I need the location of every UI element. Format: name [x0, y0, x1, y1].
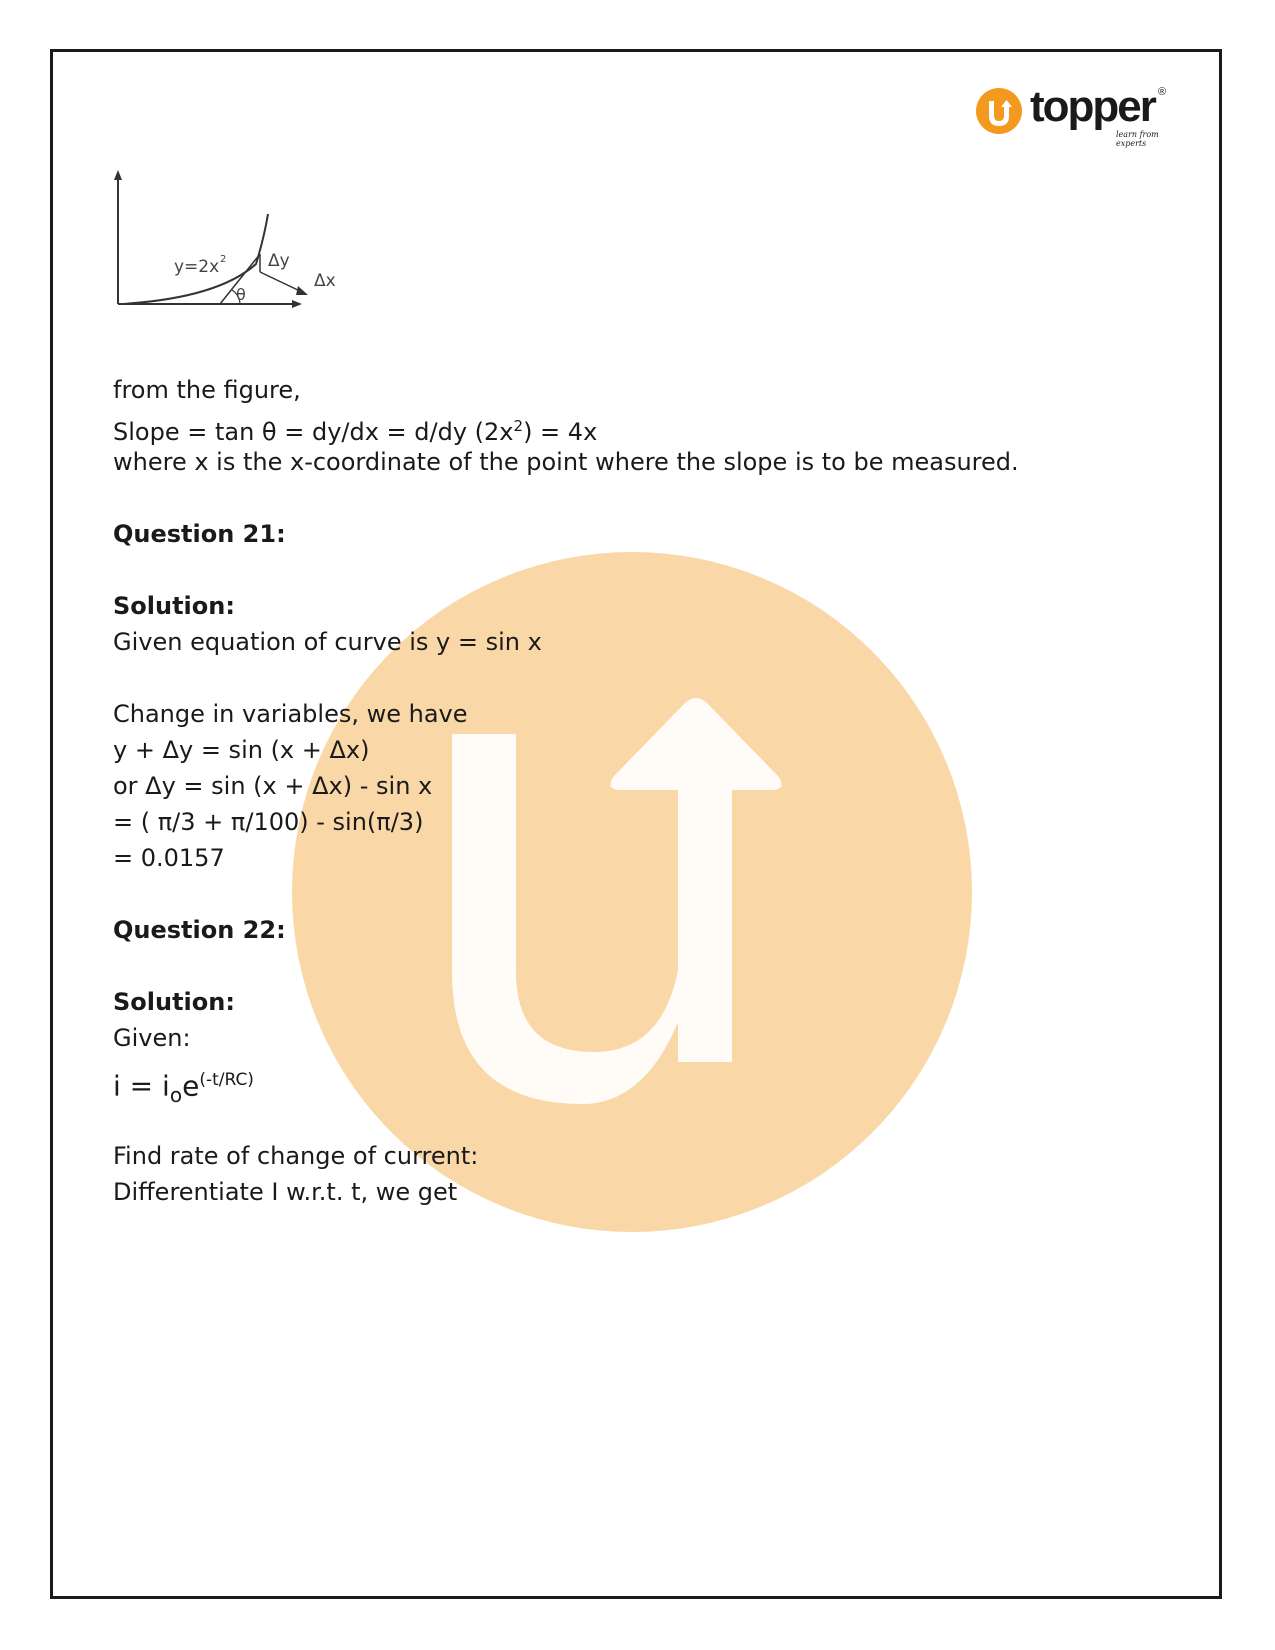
logo-wordmark: topper [1030, 82, 1155, 131]
question-21-equation-2: or Δy = sin (x + Δx) - sin x [113, 772, 433, 800]
logo-tagline: learn from experts [1116, 130, 1159, 148]
delta-y-label: Δy [268, 251, 290, 271]
delta-x-label: Δx [314, 271, 336, 291]
where-text: where x is the x-coordinate of the point where the slope is to be measured. [113, 448, 1019, 476]
theta-label: θ [236, 285, 246, 304]
solution-content [113, 372, 1173, 1210]
question-22-heading: Question 22: [113, 916, 286, 944]
intro-text: from the figure, [113, 376, 301, 404]
formula-e: e [182, 1069, 200, 1103]
question-21-equation-1: y + Δy = sin (x + Δx) [113, 736, 370, 764]
formula-i: i = i [113, 1069, 170, 1103]
logo-arrow-icon [976, 88, 1022, 134]
question-22-find: Find rate of change of current: [113, 1142, 479, 1170]
slope-equation-end: ) = 4x [523, 418, 598, 446]
logo-registered-mark: ® [1158, 86, 1167, 98]
question-22-differentiate: Differentiate I w.r.t. t, we get [113, 1178, 458, 1206]
formula-exponent: (-t/RC) [199, 1070, 254, 1090]
question-21-equation-3: = ( π/3 + π/100) - sin(π/3) [113, 808, 424, 836]
slope-figure [108, 168, 368, 338]
slope-exponent: 2 [513, 417, 524, 435]
topper-logo [976, 82, 1176, 148]
question-21-given: Given equation of curve is y = sin x [113, 628, 542, 656]
current-formula [113, 1058, 1173, 1107]
formula-subscript: o [169, 1082, 183, 1107]
question-22-given: Given: [113, 1024, 191, 1052]
question-21-result: = 0.0157 [113, 844, 225, 872]
curve-label: y=2x [174, 257, 220, 277]
slope-equation [113, 408, 1173, 444]
question-21-heading: Question 21: [113, 520, 286, 548]
question-21-change: Change in variables, we have [113, 700, 468, 728]
logo-mark [976, 88, 1022, 134]
question-21-solution-heading: Solution: [113, 592, 235, 620]
question-22-solution-heading: Solution: [113, 988, 235, 1016]
slope-equation-start: Slope = tan θ = dy/dx = d/dy (2x [113, 418, 514, 446]
curve-label-exponent: 2 [220, 254, 227, 265]
